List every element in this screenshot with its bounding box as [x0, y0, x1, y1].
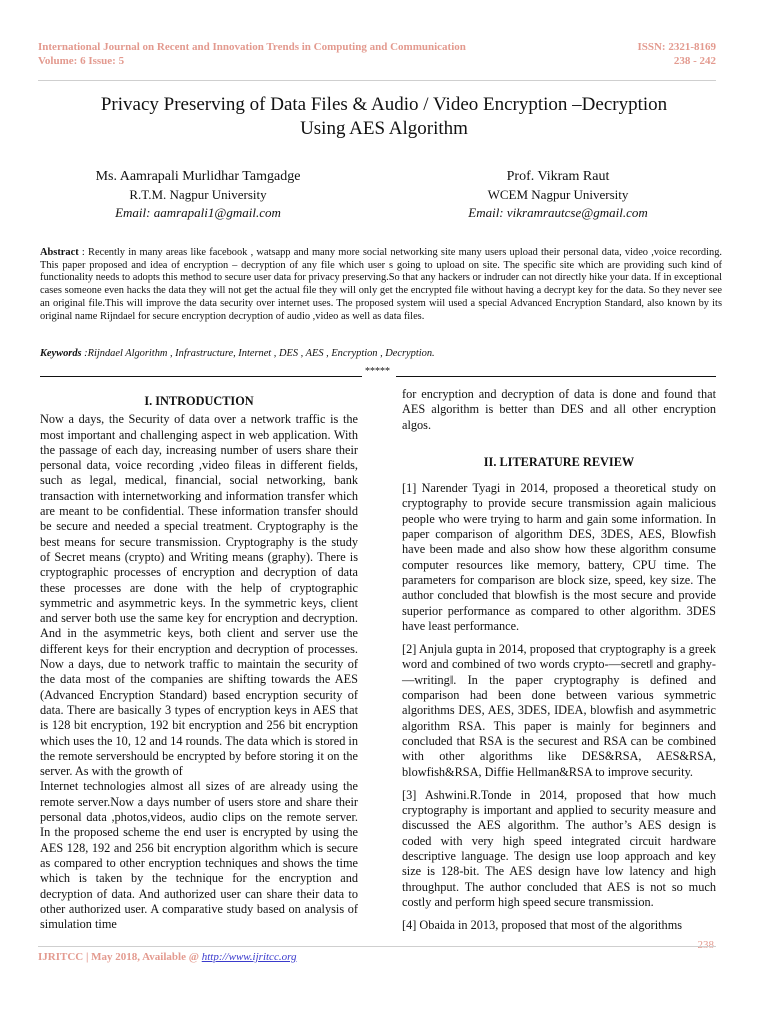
- author-email: Email: vikramrautcse@gmail.com: [468, 205, 648, 220]
- journal-name: International Journal on Recent and Innovation Trends in Computing and Communication: [38, 41, 466, 53]
- abstract: [40, 247, 722, 323]
- author-affiliation: WCEM Nagpur University: [487, 187, 629, 202]
- intro-paragraph-1: Now a days, the Security of data over a network traffic is the most important and challenging aspect in web application. With the passage of each day, increasing number of users share their personal data, voice recording ,video fileas in different fields, such as legal, medical, financial, social networking, bank transaction with internetworking and information transfer which are meant to be confidential. These information transfer should be secure and needed a special treatment. Cryptography is the best means for secure transmission. Cryptography is the study of Secret means (crypto) and Writing means (graphy). There is cryptographic processes of encryption and decryption of data these processes are done with the help of cryptographic symmetric and asymmetric keys. In the symmetric keys, client and server both use the same key for encryption and decryption. And in the asymmetric keys, both client and server use the different keys for their encryption and decryption of processes. Now a days, due to network traffic to maintain the security of the data most of the companies are shifting towards the AES (Advanced Encryption Standard) based encryption security of data. There are basically 3 types of encryption keys in AES that is 128 bit encryption, 192 bit encryption and 256 bit encryption which uses the 10, 12 and 14 rounds. The data which is stored in the remote servershould be encrypted by before storing it on the server. As with the growth of: [40, 412, 358, 779]
- title-line-2: Using AES Algorithm: [300, 118, 468, 139]
- intro-heading: I. INTRODUCTION: [144, 394, 254, 408]
- separator-line-right: [396, 376, 716, 377]
- literature-heading: II. LITERATURE REVIEW: [483, 454, 635, 469]
- author-2: [418, 168, 698, 222]
- journal-header: [38, 40, 466, 68]
- footer-text: IJRITCC | May 2018, Available @: [38, 951, 202, 963]
- intro-continuation: for encryption and decryption of data is done and found that AES algorithm is better than DES and all other encryption algos.: [402, 387, 716, 432]
- journal-volume: Volume: 6 Issue: 5: [38, 55, 125, 67]
- keywords-label: Keywords: [40, 348, 82, 359]
- author-affiliation: R.T.M. Nagpur University: [129, 187, 267, 202]
- keywords: [40, 348, 722, 359]
- issn-header: [637, 40, 716, 68]
- footer-rule: [38, 946, 716, 947]
- author-email: Email: aamrapali1@gmail.com: [115, 205, 281, 220]
- separator-stars: *****: [365, 366, 390, 377]
- reference-4: [4] Obaida in 2013, proposed that most of the algorithms: [402, 918, 683, 933]
- footer: [38, 951, 296, 963]
- page-range: 238 - 242: [673, 55, 716, 67]
- reference-1: [1] Narender Tyagi in 2014, proposed a theoretical study on cryptography to provide secure transmission again malicious people who were trying to harm and gain some information. In paper comparison of algorithm DES, 3DES, AES, Blowfish have been made and also show how these algorithm consume computer resources like memory, battery, CPU time. The parameters for comparison are block size, speed, key size. The author concluded that blowfish is the most secure and provide superior performance as compared to other algorithm. 3DES have least performance.: [402, 481, 716, 633]
- title-line-1: Privacy Preserving of Data Files & Audio / Video Encryption –Decryption: [100, 94, 668, 115]
- keywords-text: :Rijndael Algorithm , Infrastructure, Internet , DES , AES , Encryption , Decryption.: [81, 348, 435, 359]
- issn: ISSN: 2321-8169: [637, 41, 716, 53]
- header-rule: [38, 80, 716, 81]
- separator-line-left: [40, 376, 362, 377]
- page-number: 238: [697, 939, 714, 951]
- section-separator: [40, 367, 716, 381]
- paper-title: [40, 93, 728, 141]
- footer-link[interactable]: http://www.ijritcc.org: [201, 951, 297, 963]
- abstract-label: Abstract: [40, 247, 79, 258]
- author-name: Ms. Aamrapali Murlidhar Tamgadge: [95, 169, 301, 184]
- left-column: [40, 394, 358, 932]
- reference-2: [2] Anjula gupta in 2014, proposed that cryptography is a greek word and combined of two words crypto-—secret‖ and graphy-—writing‖. In the paper cryptography is defined and comparison had been done between various symmetric algorithms DES, AES, 3DES, IDEA, blowfish and asymmetric algorithm RSA. This paper is mainly for beginners and concluded that RSA is the securest and RSA can be combined with other algorithms like DES&RSA, AES&RSA, blowfish&RSA, Diffie Hellman&RSA to improve security.: [402, 642, 716, 779]
- author-name: Prof. Vikram Raut: [506, 169, 610, 184]
- right-column: [402, 387, 716, 934]
- reference-3: [3] Ashwini.R.Tonde in 2014, proposed that how much cryptography is important and applied to security measure and discussed the AES algorithm. The author’s AES design is coded with very high speed integrated circuit hardware descriptive language. The design use loop approach and key size is 128-bit. The AES design have low latency and high throughput. The author concluded that AES is not so much costly and perform high speed secure transmission.: [402, 787, 716, 909]
- intro-paragraph-2: Internet technologies almost all sizes of are already using the remote server.Now a days number of users store and share their personal data ,photos,videos, audio clips on the remote server. In the proposed scheme the end user is encrypted by using the AES 128, 192 and 256 bit encryption algorithm which is secure as compared to other encryption techniques and shows the time which is taken by the technique for the encryption and decryption of data. And authorized user can share their data to other authorized user. A comparative study based on analysis of simulation time: [40, 779, 358, 932]
- author-1: [58, 168, 338, 222]
- abstract-text: : Recently in many areas like facebook , watsapp and many more social networking site many users upload their personal data, video ,voice recording. This paper proposed and idea of encryption – decryption of any file which user s going to upload on site. The specific site which are providing such kind of functionality needs to adopts this method to secure user data for privacy preserving.So that any hackers or indruder can not directly hike your data. If in exceptional cases someone even hacks the data they will not get the actual file they will only get the encrypted file without having a decrypt key for the data. So they never see an original file.This will improve the data security over internet uses. The proposed system wiil used a special Advanced Encryption Standard, also known by its original name Rijndael for secure encryption decryption of audio ,video as well as data files.: [40, 247, 722, 322]
